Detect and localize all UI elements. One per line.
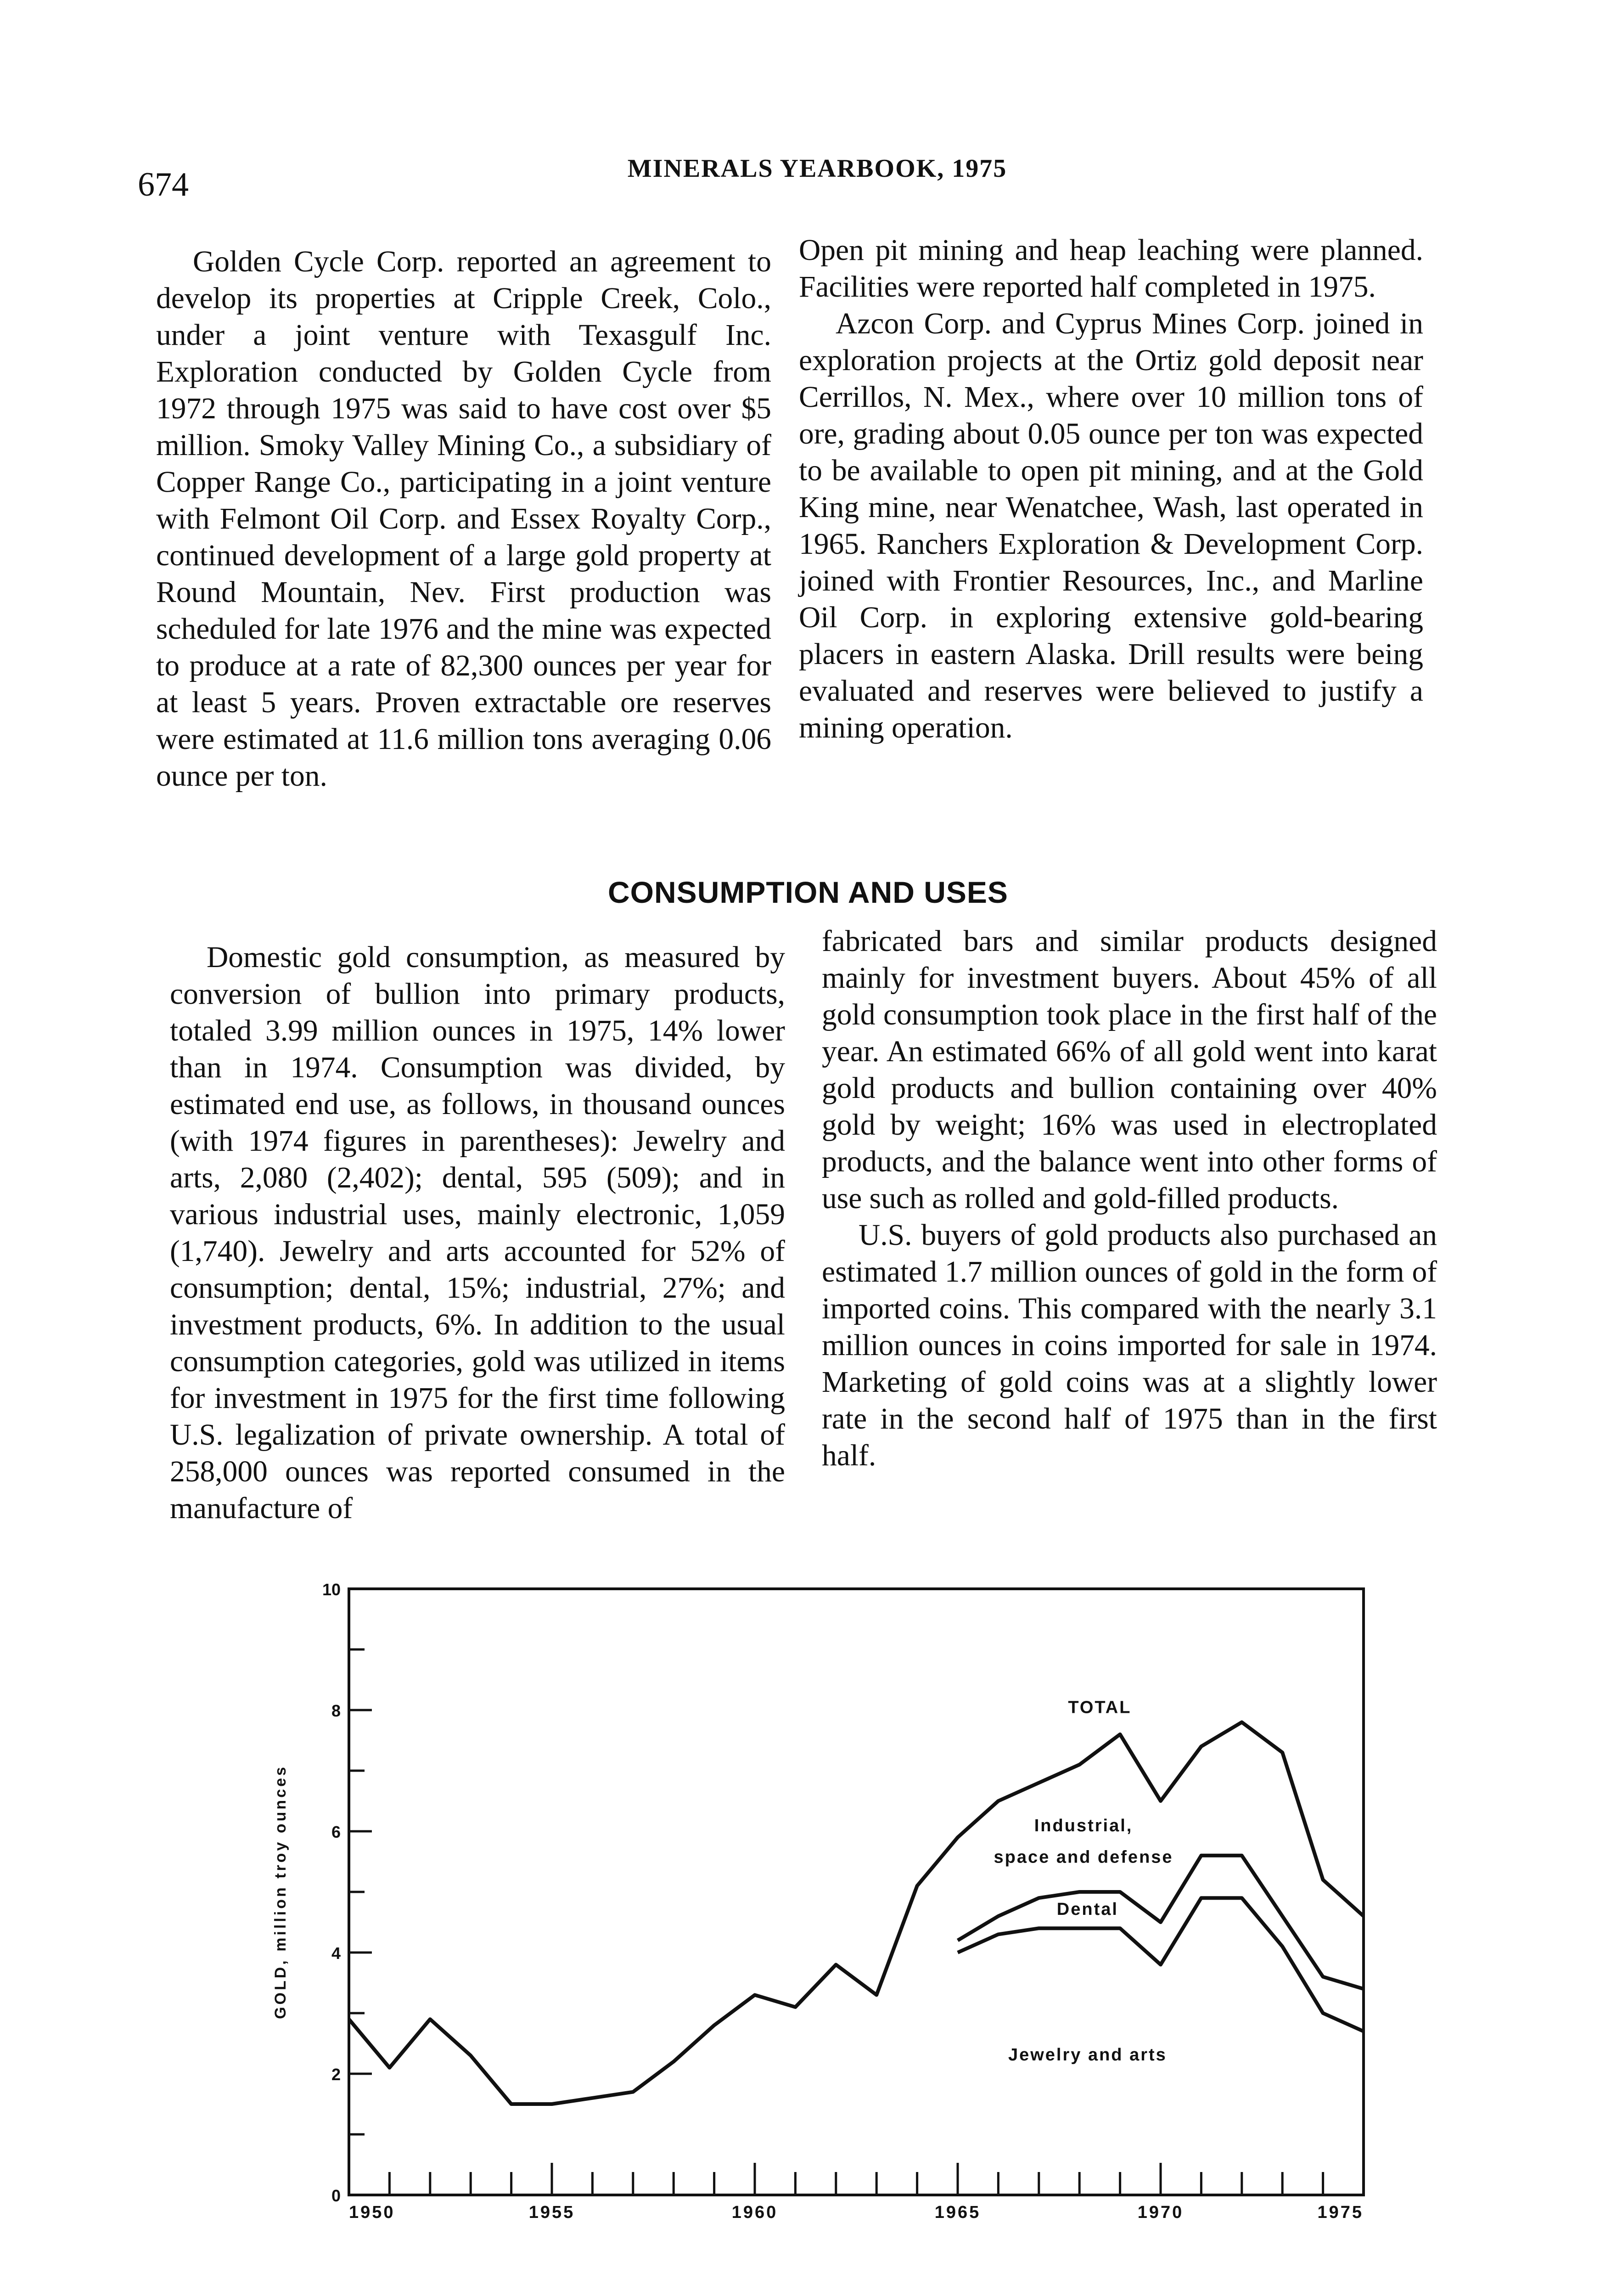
label-jewelry-and-arts: Jewelry and arts bbox=[1008, 2045, 1167, 2065]
label-dental: Dental bbox=[1056, 1900, 1118, 1919]
label-industrial-line1: Industrial, bbox=[1034, 1816, 1133, 1835]
right-column-top bbox=[799, 232, 1423, 746]
x-tick-label: 1970 bbox=[1137, 2203, 1184, 2222]
running-head: MINERALS YEARBOOK, 1975 bbox=[627, 154, 1007, 183]
x-tick-label: 1965 bbox=[934, 2203, 981, 2222]
y-axis-label: GOLD, million troy ounces bbox=[272, 1765, 289, 2019]
label-industrial-line2: space and defense bbox=[994, 1847, 1173, 1867]
page-number: 674 bbox=[138, 166, 189, 203]
series-line-dental bbox=[958, 1898, 1364, 2031]
label-total: TOTAL bbox=[1068, 1698, 1132, 1717]
x-tick-label: 1960 bbox=[731, 2203, 778, 2222]
y-tick-label: 4 bbox=[331, 1944, 341, 1963]
y-axis bbox=[322, 1580, 372, 2205]
x-tick-label: 1955 bbox=[528, 2203, 575, 2222]
right-column-bottom bbox=[822, 923, 1437, 1474]
x-axis bbox=[349, 2163, 1364, 2222]
y-tick-label: 0 bbox=[331, 2186, 341, 2205]
paragraph: U.S. buyers of gold products also purchased an estimated 1.7 million ounces of gold in the form of imported coins. This compared with the nearly 3.1 million ounces in coins imported for sale in 1974. Marketing of gold coins was at a slightly lower rate in the second half of 1975 than in the first half. bbox=[822, 1219, 1437, 1472]
paragraph: fabricated bars and similar products designed mainly for investment buyers. About 45% of all gold consumption took place in the first half of the year. An estimated 66% of all gold went into karat gold products and bullion containing over 40% gold by weight; 16% was used in electroplated products, and the balance went into other forms of use such as rolled and gold-filled products. bbox=[822, 925, 1437, 1215]
paragraph: Golden Cycle Corp. reported an agreement to develop its properties at Cripple Creek, Colo., under a joint venture with Texasgulf Inc. Exploration conducted by Golden Cycle from 1972 through 1975 was said to have cost over $5 million. Smoky Valley Mining Co., a subsidiary of Copper Range Co., participating in a joint venture with Felmont Oil Corp. and Essex Royalty Corp., continued development of a large gold property at Round Mountain, Nev. First production was scheduled for late 1976 and the mine was expected to produce at a rate of 82,300 ounces per year for at least 5 years. Proven extractable ore reserves were estimated at 11.6 million tons averaging 0.06 ounce per ton. bbox=[156, 245, 771, 793]
series-line-industrial-space-and-defense bbox=[958, 1856, 1364, 1989]
paragraph: Open pit mining and heap leaching were planned. Facilities were reported half completed in 1975. bbox=[799, 234, 1423, 304]
section-heading: CONSUMPTION AND USES bbox=[608, 875, 1008, 909]
paragraph: Domestic gold consumption, as measured by conversion of bullion into primary products, totaled 3.99 million ounces in 1975, 14% lower than in 1974. Consumption was divided, by estimated end use, as follows, in thousand ounces (with 1974 figures in parentheses): Jewelry and arts, 2,080 (2,402); dental, 595 (509); and in various industrial uses, mainly electronic, 1,059 (1,740). Jewelry and arts accounted for 52% of consumption; dental, 15%; industrial, 27%; and investment products, 6%. In addition to the usual consumption categories, gold was utilized in items for investment in 1975 for the first time following U.S. legalization of private ownership. A total of 258,000 ounces was reported consumed in the manufacture of bbox=[170, 941, 785, 1525]
y-tick-label: 10 bbox=[322, 1580, 341, 1599]
series-lines bbox=[349, 1722, 1364, 2104]
left-column-bottom bbox=[170, 939, 785, 1527]
paragraph: Azcon Corp. and Cyprus Mines Corp. joined in exploration projects at the Ortiz gold deposit near Cerrillos, N. Mex., where over 10 million tons of ore, grading about 0.05 ounce per ton was expected to be available to open pit mining, and at the Gold King mine, near Wenatchee, Wash, last operated in 1965. Ranchers Exploration & Development Corp. joined with Frontier Resources, Inc., and Marline Oil Corp. in exploring extensive gold-bearing placers in eastern Alaska. Drill results were being evaluated and reserves were believed to justify a mining operation. bbox=[799, 307, 1423, 744]
y-tick-label: 2 bbox=[331, 2065, 341, 2084]
series-line-total bbox=[349, 1722, 1364, 2104]
x-tick-label: 1950 bbox=[349, 2203, 395, 2222]
series-labels bbox=[994, 1698, 1173, 2065]
y-tick-label: 6 bbox=[331, 1823, 341, 1841]
x-tick-label: 1975 bbox=[1317, 2203, 1364, 2222]
plot-frame bbox=[349, 1589, 1364, 2195]
y-tick-label: 8 bbox=[331, 1701, 341, 1720]
gold-consumption-chart bbox=[257, 1561, 1419, 2296]
chart-svg bbox=[257, 1561, 1419, 2296]
left-column-top bbox=[156, 243, 771, 794]
